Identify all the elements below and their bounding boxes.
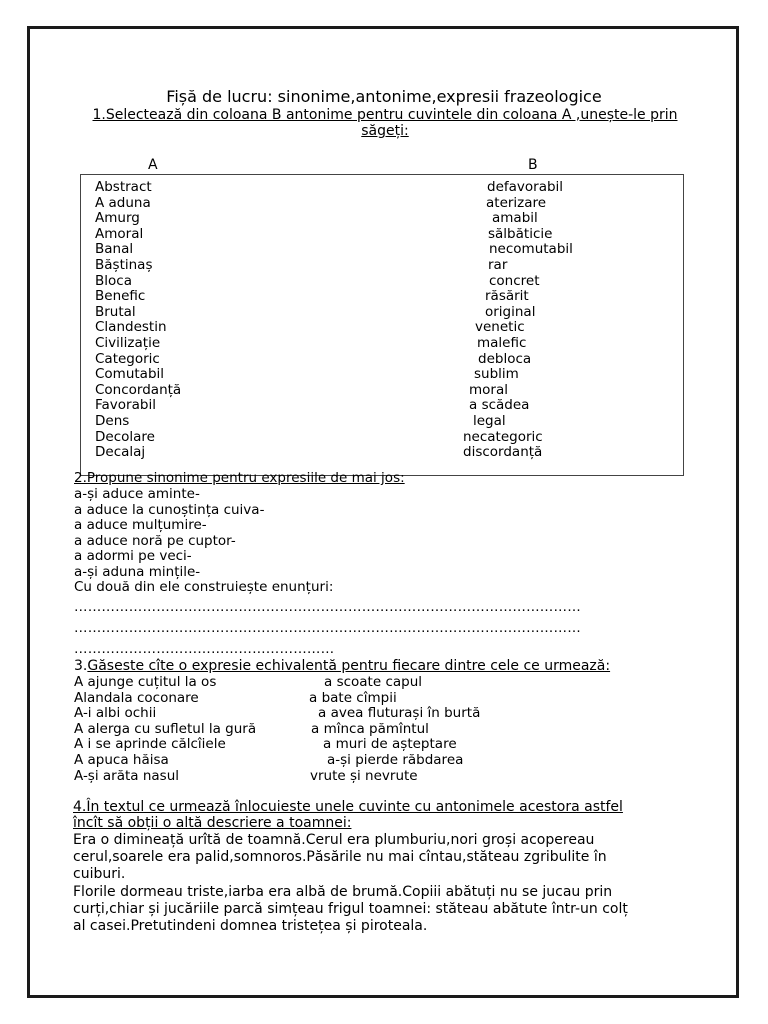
- column-b-word: discordanță: [463, 444, 543, 461]
- expression-item: a adormi pe veci-: [74, 548, 192, 565]
- column-a-word: Băștinaș: [95, 257, 153, 273]
- expression-left: A-și arăta nasul: [74, 767, 180, 784]
- expression-left: Alandala coconare: [74, 689, 199, 706]
- column-a-word: Concordanță: [95, 381, 182, 398]
- column-b-word: legal: [473, 413, 506, 429]
- answer-line-2: …………………………………………………………………………………………………: [74, 620, 581, 636]
- column-a-word: Amoral: [95, 225, 144, 242]
- expression-item: a aduce la cunoștința cuiva-: [74, 501, 265, 518]
- expression-item: a-și aduna mințile-: [74, 564, 201, 580]
- expression-right: a mînca pămîntul: [311, 720, 429, 737]
- column-b-word: aterizare: [486, 194, 547, 211]
- column-a-word: Civilizație: [95, 335, 161, 351]
- expression-left: A ajunge cuțitul la os: [74, 674, 217, 690]
- column-a-word: Categoric: [95, 350, 160, 367]
- column-b-word: amabil: [492, 210, 538, 227]
- column-b-word: răsărit: [485, 288, 529, 305]
- exercise-4-instruction-1: 4.În textul ce urmează înlocuieste unele cuvinte cu antonimele acestora astfel: [73, 799, 623, 815]
- column-a-word: Bloca: [95, 272, 132, 289]
- column-b-word: concret: [489, 272, 540, 289]
- column-b-word: a scădea: [469, 397, 530, 414]
- expression-right: a-și pierde răbdarea: [327, 752, 464, 768]
- answer-line-1: …………………………………………………………………………………………………: [74, 599, 581, 615]
- column-a-word: Decalaj: [95, 444, 146, 461]
- antonym-columns-box: [80, 174, 684, 476]
- exercise-2-task: Cu două din ele construiește enunțuri:: [74, 579, 334, 595]
- exercise-3-instruction: Găseste cîte o expresie echivalentă pentru fiecare dintre cele ce urmează:: [87, 658, 611, 674]
- column-b-word: malefic: [477, 335, 527, 351]
- answer-line-3: …………………………………………………: [74, 641, 335, 657]
- column-b-word: necomutabil: [489, 241, 573, 258]
- worksheet-title: Fișă de lucru: sinonime,antonime,expresii frazeologice: [166, 87, 602, 106]
- column-a-word: Dens: [95, 413, 130, 429]
- text-line: cuiburi.: [73, 866, 126, 883]
- column-a-header: A: [148, 157, 158, 173]
- text-line: al casei.Pretutindeni domnea tristețea și piroteala.: [73, 918, 428, 934]
- text-line: Florile dormeau triste,iarba era albă de brumă.Copiii abătuți nu se jucau prin: [73, 883, 613, 900]
- column-b-word: necategoric: [463, 428, 543, 445]
- column-a-word: Abstract: [95, 179, 152, 195]
- column-b-word: original: [485, 303, 536, 320]
- column-b-word: sălbăticie: [488, 225, 553, 242]
- exercise-2-instruction: 2.Propune sinonime pentru expresiile de mai jos:: [74, 470, 405, 486]
- column-a-word: Banal: [95, 241, 134, 258]
- column-a-word: A aduna: [95, 194, 151, 211]
- expression-right: a muri de așteptare: [323, 736, 457, 753]
- column-b-word: sublim: [474, 366, 519, 383]
- expression-left: A-i albi ochii: [74, 705, 157, 722]
- expression-right: a scoate capul: [324, 674, 423, 690]
- exercise-1-instruction: 1.Selectează din coloana B antonime pentru cuvintele din coloana A ,unește-le prin săgeți:: [92, 107, 678, 139]
- expression-right: a avea fluturași în burtă: [318, 705, 481, 722]
- exercise-3-heading: [74, 659, 610, 674]
- column-b-word: rar: [488, 257, 508, 273]
- column-a-word: Decolare: [95, 428, 155, 445]
- text-line: cerul,soarele era palid,somnoros.Păsările nu mai cîntau,stăteau zgribulite în: [73, 849, 607, 866]
- column-b-word: moral: [469, 381, 508, 398]
- text-line: curți,chiar și jucăriile parcă simțeau frigul toamnei: stăteau abătute într-un colț: [73, 900, 628, 917]
- expression-left: A i se aprinde călcîiele: [74, 736, 226, 753]
- expression-left: A apuca hăisa: [74, 752, 169, 768]
- expression-right: a bate cîmpii: [309, 689, 397, 706]
- expression-item: a aduce noră pe cuptor-: [74, 532, 236, 549]
- column-a-word: Benefic: [95, 288, 146, 305]
- expression-left: A alerga cu sufletul la gură: [74, 720, 257, 737]
- column-b-header: B: [528, 157, 538, 173]
- column-a-word: Comutabil: [95, 366, 165, 383]
- expression-right: vrute și nevrute: [310, 767, 418, 784]
- exercise-3-number: 3.: [74, 658, 88, 674]
- column-b-word: debloca: [478, 350, 532, 367]
- expression-item: a aduce mulțumire-: [74, 517, 207, 534]
- column-a-word: Brutal: [95, 303, 136, 320]
- column-a-word: Favorabil: [95, 397, 156, 414]
- column-b-word: defavorabil: [487, 179, 564, 195]
- column-a-word: Clandestin: [95, 319, 167, 336]
- expression-item: a-și aduce aminte-: [74, 486, 200, 502]
- exercise-4-instruction-2: încît să obții o altă descriere a toamnei:: [73, 815, 352, 831]
- column-a-word: Amurg: [95, 210, 140, 227]
- column-b-word: venetic: [475, 319, 525, 336]
- text-line: Era o dimineață urîtă de toamnă.Cerul era plumburiu,nori groși acopereau: [73, 832, 595, 848]
